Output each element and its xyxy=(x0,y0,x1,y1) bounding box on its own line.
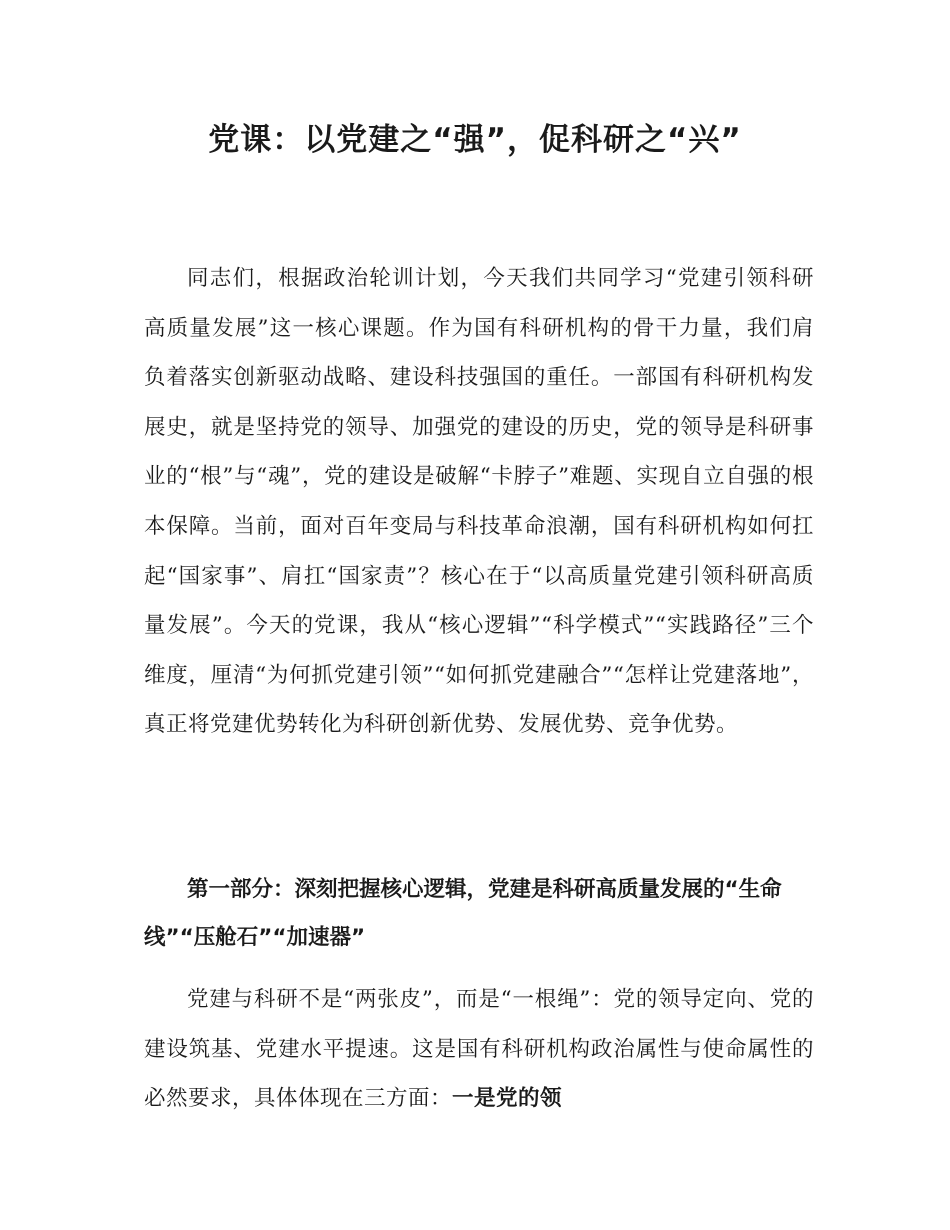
section-paragraph-bold-lead: 一是党的领 xyxy=(452,1086,563,1112)
section-paragraph-text: 党建与科研不是“两张皮”，而是“一根绳”：党的领导定向、党的建设筑基、党建水平提速。这是国有科研机构政治属性与使命属性的必然要求，具体体现在三方面： xyxy=(144,987,814,1112)
section-heading: 第一部分：深刻把握核心逻辑，党建是科研高质量发展的“生命线”“压舱石”“加速器” xyxy=(144,877,782,950)
document-title: 党课：以党建之“强”，促科研之“兴” xyxy=(208,122,742,158)
intro-paragraph: 同志们，根据政治轮训计划，今天我们共同学习“党建引领科研高质量发展”这一核心课题。作为国有科研机构的骨干力量，我们肩负着落实创新驱动战略、建设科技强国的重任。一部国有科研机构发展史，就是坚持党的领导、加强党的建设的历史，党的领导是科研事业的“根”与“魂”，党的建设是破解“卡脖子”难题、实现自立自强的根本保障。当前，面对百年变局与科技革命浪潮，国有科研机构如何扛起“国家事”、肩扛“国家责”？核心在于“以高质量党建引领科研高质量发展”。今天的党课，我从“核心逻辑”“科学模式”“实践路径”三个维度，厘清“为何抓党建引领”“如何抓党建融合”“怎样让党建落地”，真正将党建优势转化为科研创新优势、发展优势、竞争优势。 xyxy=(144,266,814,738)
section-paragraph xyxy=(144,975,814,1124)
